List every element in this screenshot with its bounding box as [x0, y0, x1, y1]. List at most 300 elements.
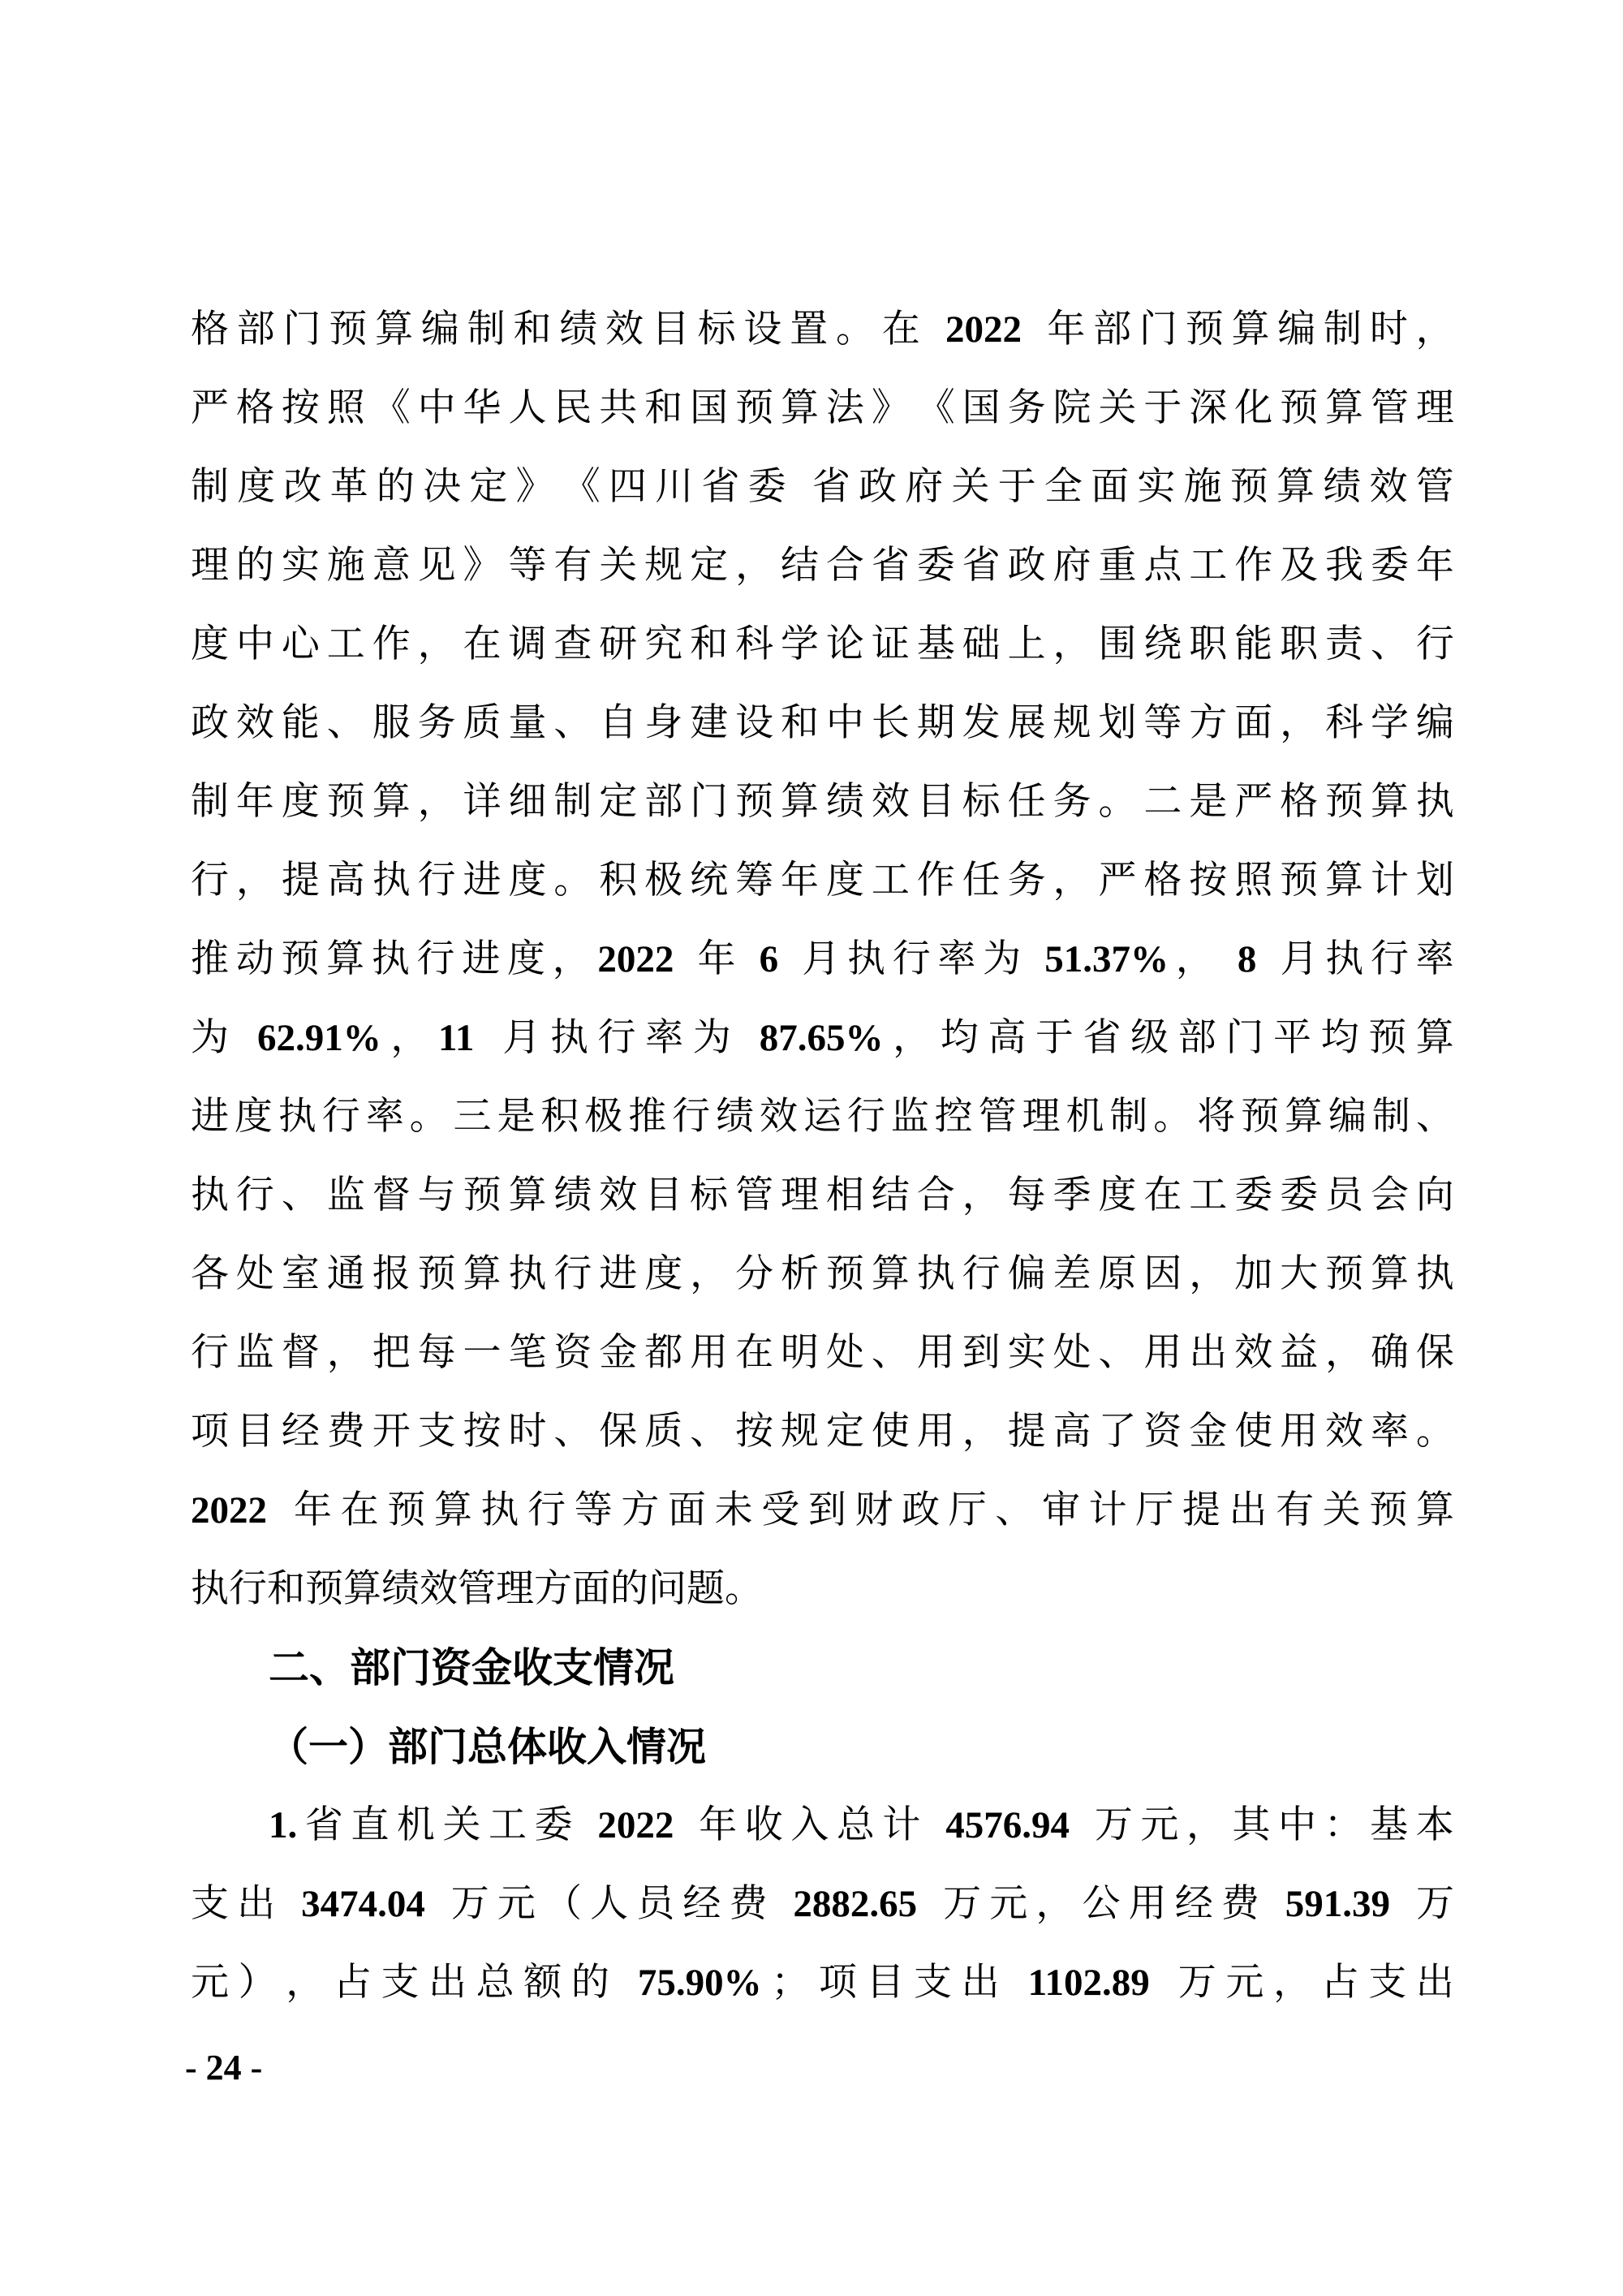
text-segment: [276, 1471, 286, 1550]
text-segment: [283, 1865, 293, 1944]
text-segment: 支: [1368, 1962, 1407, 2004]
text-segment: 门: [1139, 308, 1177, 351]
text-segment: 省: [812, 466, 850, 508]
text-segment: 算: [326, 938, 365, 980]
text-segment: 占: [1320, 1962, 1359, 2004]
text-segment: ，: [390, 1017, 429, 1059]
text-segment: 科: [735, 623, 774, 666]
text-segment: 执行和预算绩效管理方面的问题。: [191, 1568, 763, 1610]
text-segment: 关: [442, 1804, 481, 1846]
text-segment: 计: [1088, 1489, 1127, 1531]
text-segment: 预: [1280, 859, 1319, 902]
text-segment: 行: [235, 1174, 274, 1217]
text-segment: 》: [515, 466, 554, 508]
text-segment: 行: [417, 859, 456, 902]
text-segment: 职: [1189, 623, 1228, 666]
text-segment: 控: [934, 1096, 973, 1138]
bold-text-segment: 1102.89: [1027, 1962, 1150, 2004]
text-segment: 保: [1415, 1332, 1454, 1374]
text-segment: ：: [1324, 1804, 1363, 1846]
text-segment: 质: [644, 1411, 683, 1453]
text-segment: 用: [916, 1332, 955, 1374]
text-segment: 费: [326, 1411, 365, 1453]
text-segment: 制: [1109, 1096, 1148, 1138]
text-line: [191, 291, 1454, 369]
text-segment: 监: [890, 1096, 929, 1138]
text-segment: 发: [962, 702, 1001, 744]
text-segment: 元: [1225, 1962, 1264, 2004]
text-segment: 设: [735, 702, 774, 744]
text-segment: 四: [608, 466, 647, 508]
text-segment: 年: [697, 938, 736, 980]
text-segment: 规: [780, 1411, 819, 1453]
text-segment: 合: [916, 1174, 955, 1217]
text-segment: 提: [1007, 1411, 1046, 1453]
text-segment: [1264, 920, 1273, 999]
text-segment: 展: [1007, 702, 1046, 744]
text-segment: 、: [1370, 623, 1409, 666]
text-segment: 执: [1415, 781, 1454, 823]
bold-text-segment: 2882.65: [793, 1883, 918, 1925]
text-segment: ，: [1053, 859, 1091, 902]
text-segment: 预: [281, 938, 320, 980]
text-segment: 直: [351, 1804, 390, 1846]
text-segment: 》: [463, 545, 502, 587]
text-segment: [925, 1865, 935, 1944]
text-segment: 元: [497, 1883, 536, 1925]
text-segment: 及: [1280, 545, 1319, 587]
text-segment: 监: [235, 1332, 274, 1374]
text-segment: 面: [1234, 702, 1273, 744]
text-segment: 能: [1234, 623, 1273, 666]
text-segment: 财: [855, 1489, 893, 1531]
text-segment: 年: [294, 1489, 332, 1531]
text-segment: 行: [597, 1017, 636, 1059]
text-segment: 绕: [1143, 623, 1182, 666]
text-segment: 管: [1415, 466, 1454, 508]
text-segment: 查: [553, 623, 592, 666]
text-segment: 高: [326, 859, 365, 902]
text-segment: 行: [846, 1096, 885, 1138]
text-segment: 元: [989, 1883, 1028, 1925]
text-segment: 意: [372, 545, 411, 587]
text-segment: 作: [916, 859, 955, 902]
text-segment: ，: [552, 938, 591, 980]
text-segment: 方: [621, 1489, 660, 1531]
text-segment: 算: [780, 387, 819, 429]
text-segment: 在: [340, 1489, 379, 1531]
text-segment: ，: [417, 781, 456, 823]
text-segment: 月: [802, 938, 841, 980]
text-segment: 效: [759, 1096, 798, 1138]
text-segment: 我: [1325, 545, 1364, 587]
text-segment: 级: [1130, 1017, 1169, 1059]
bold-text-segment: 11: [437, 1017, 475, 1059]
text-segment: 项: [818, 1962, 857, 2004]
text-segment: 督: [372, 1174, 411, 1217]
text-segment: 率: [1370, 1411, 1409, 1453]
text-segment: 编: [1277, 308, 1316, 351]
text-segment: 科: [1325, 702, 1364, 744]
text-segment: 积: [599, 859, 638, 902]
text-segment: 度: [825, 859, 864, 902]
text-segment: ，: [690, 1253, 729, 1295]
text-segment: 提: [281, 859, 320, 902]
text-segment: 按: [463, 1411, 502, 1453]
text-segment: 出: [428, 1962, 467, 2004]
text-segment: 决: [423, 466, 462, 508]
text-segment: 于: [1035, 1017, 1074, 1059]
text-segment: 严: [191, 387, 229, 429]
text-segment: [239, 999, 248, 1078]
text-segment: 院: [1053, 387, 1091, 429]
text-segment: 部: [1177, 1017, 1216, 1059]
text-segment: 算: [1370, 781, 1409, 823]
text-segment: [1159, 1944, 1169, 2022]
text-segment: 预: [1325, 781, 1364, 823]
text-segment: ，: [1189, 1253, 1228, 1295]
text-segment: 制: [1371, 1096, 1410, 1138]
text-segment: [618, 1944, 628, 2022]
text-segment: 执: [847, 938, 885, 980]
text-segment: 室: [281, 1253, 320, 1295]
text-segment: 严: [1098, 859, 1137, 902]
text-segment: 年: [780, 859, 819, 902]
text-segment: [484, 999, 493, 1078]
text-segment: 算: [375, 308, 414, 351]
text-segment: 。: [1415, 1411, 1454, 1453]
text-segment: 制: [467, 308, 506, 351]
text-segment: 务: [1007, 859, 1046, 902]
text-segment: 长: [871, 702, 910, 744]
text-segment: 编: [1415, 702, 1454, 744]
text-segment: 出: [1189, 1332, 1228, 1374]
text-segment: 相: [825, 1174, 864, 1217]
text-segment: 度: [191, 623, 229, 666]
text-segment: 进: [191, 1096, 229, 1138]
text-segment: 额: [523, 1962, 562, 2004]
text-segment: 为: [191, 1017, 229, 1059]
text-segment: 入: [790, 1804, 829, 1846]
text-segment: 分: [735, 1253, 774, 1295]
text-line: [191, 1157, 1454, 1235]
text-segment: 季: [1053, 1174, 1091, 1217]
text-segment: 进: [599, 1253, 638, 1295]
text-segment: 率: [1415, 938, 1454, 980]
text-segment: 费: [729, 1883, 768, 1925]
text-segment: 、: [553, 1411, 592, 1453]
text-segment: 监: [326, 1174, 365, 1217]
text-segment: 工: [871, 859, 910, 902]
text-segment: 积: [540, 1096, 579, 1138]
text-segment: 万: [1177, 1962, 1216, 2004]
text-segment: 金: [1189, 1411, 1228, 1453]
text-segment: 省: [871, 545, 910, 587]
text-segment: [1268, 1865, 1277, 1944]
text-segment: （: [544, 1883, 583, 1925]
text-segment: 月: [1280, 938, 1319, 980]
text-segment: 绩: [716, 1096, 755, 1138]
text-segment: ，: [1175, 938, 1214, 980]
text-segment: 绩: [825, 781, 864, 823]
text-segment: 管: [978, 1096, 1017, 1138]
text-segment: 督: [281, 1332, 320, 1374]
text-segment: ，: [235, 859, 274, 902]
text-segment: 算: [1325, 859, 1364, 902]
text-segment: 大: [1280, 1253, 1319, 1295]
bold-text-segment: 4576.94: [945, 1804, 1070, 1846]
text-segment: 划: [1098, 702, 1137, 744]
text-segment: 等: [1143, 702, 1182, 744]
text-segment: 二: [1143, 781, 1182, 823]
text-segment: 制: [191, 781, 229, 823]
text-segment: 年: [699, 1804, 738, 1846]
text-segment: 偏: [1007, 1253, 1046, 1295]
text-segment: [433, 1865, 443, 1944]
text-segment: 向: [1415, 1174, 1454, 1217]
text-segment: [1028, 920, 1038, 999]
text-segment: 基: [916, 623, 955, 666]
text-segment: 用: [1143, 1332, 1182, 1374]
text-segment: 受: [761, 1489, 800, 1531]
text-segment: 和: [513, 308, 552, 351]
text-segment: 算: [1276, 466, 1315, 508]
text-segment: 原: [1098, 1253, 1137, 1295]
text-segment: 预: [326, 781, 365, 823]
text-segment: 照: [326, 387, 365, 429]
text-segment: 制: [553, 781, 592, 823]
text-segment: 等: [508, 545, 547, 587]
text-segment: 工: [1189, 1174, 1228, 1217]
text-segment: 按: [1189, 859, 1228, 902]
text-segment: 预: [1325, 1253, 1364, 1295]
text-segment: 每: [1007, 1174, 1046, 1217]
text-segment: 关: [1322, 1489, 1361, 1531]
text-segment: 服: [372, 702, 411, 744]
bold-text-segment: 8: [1237, 938, 1257, 980]
text-segment: 度: [508, 859, 547, 902]
text-segment: 合: [825, 545, 864, 587]
text-segment: ；: [771, 1962, 810, 2004]
text-segment: 时: [508, 1411, 547, 1453]
text-segment: 工: [488, 1804, 527, 1846]
text-segment: 出: [1415, 1962, 1454, 2004]
text-segment: 算: [1285, 1096, 1324, 1138]
text-segment: 算: [1231, 308, 1270, 351]
text-segment: [928, 1786, 938, 1865]
text-segment: ，: [1415, 308, 1454, 351]
text-segment: 析: [780, 1253, 819, 1295]
text-segment: 其: [1232, 1804, 1271, 1846]
text-segment: 年: [235, 781, 274, 823]
text-segment: 使: [1234, 1411, 1273, 1453]
text-segment: 设: [743, 308, 782, 351]
text-segment: 使: [871, 1411, 910, 1453]
text-segment: 任: [1007, 781, 1046, 823]
bold-text-segment: 75.90%: [637, 1962, 762, 2004]
text-segment: 会: [1370, 1174, 1409, 1217]
text-segment: 执: [1325, 938, 1364, 980]
text-segment: 出: [237, 1883, 276, 1925]
text-segment: 和: [690, 623, 729, 666]
text-segment: 预: [1241, 1096, 1280, 1138]
text-segment: 的: [376, 466, 415, 508]
text-segment: 处: [825, 1332, 864, 1374]
text-segment: 。: [835, 308, 874, 351]
text-segment: 预: [1185, 308, 1224, 351]
text-segment: 行: [962, 1253, 1001, 1295]
text-segment: 预: [329, 308, 368, 351]
text-segment: 绩: [553, 1174, 592, 1217]
text-segment: [928, 291, 938, 369]
text-segment: 行: [321, 1096, 360, 1138]
text-segment: 标: [697, 308, 736, 351]
text-segment: 关: [951, 466, 990, 508]
text-segment: 、: [995, 1489, 1034, 1531]
text-segment: 心: [281, 623, 320, 666]
text-segment: 为: [692, 1017, 731, 1059]
text-segment: 到: [962, 1332, 1001, 1374]
text-segment: 民: [553, 387, 592, 429]
text-segment: 笔: [508, 1332, 547, 1374]
text-segment: 各: [191, 1253, 229, 1295]
text-segment: 的: [570, 1962, 609, 2004]
text-segment: [794, 448, 804, 527]
text-segment: 结: [780, 545, 819, 587]
text-line: [191, 999, 1454, 1078]
text-segment: 作: [1234, 545, 1273, 587]
text-segment: 实: [281, 545, 320, 587]
text-segment: 责: [1325, 623, 1364, 666]
text-segment: 厅: [1135, 1489, 1174, 1531]
text-segment: 进: [463, 859, 502, 902]
text-segment: 行: [416, 938, 455, 980]
text-segment: 华: [463, 387, 502, 429]
text-segment: 因: [1143, 1253, 1182, 1295]
text-segment: 中: [417, 387, 456, 429]
text-segment: 运: [803, 1096, 842, 1138]
text-segment: 委: [747, 466, 786, 508]
text-segment: 理: [780, 1174, 819, 1217]
text-line: [191, 1393, 1454, 1471]
text-segment: 预: [387, 1489, 426, 1531]
text-segment: ，: [1186, 1804, 1225, 1846]
text-line: [191, 605, 1454, 684]
text-segment: 推: [628, 1096, 667, 1138]
text-segment: 万: [943, 1883, 982, 1925]
text-segment: 通: [326, 1253, 365, 1295]
text-segment: 制: [191, 466, 229, 508]
text-line: [191, 369, 1454, 448]
text-segment: 中: [235, 623, 274, 666]
text-line: [191, 763, 1454, 842]
text-line: [191, 448, 1454, 527]
text-segment: 均: [1320, 1017, 1359, 1059]
text-segment: 点: [1143, 545, 1182, 587]
text-segment: 。: [1153, 1096, 1192, 1138]
text-segment: 、: [1098, 1332, 1137, 1374]
text-segment: 严: [1234, 781, 1273, 823]
text-segment: 把: [372, 1332, 411, 1374]
text-segment: 执: [278, 1096, 316, 1138]
text-segment: [1009, 1944, 1018, 2022]
text-segment: 省: [701, 466, 740, 508]
text-segment: 《: [562, 466, 601, 508]
text-segment: 时: [1369, 308, 1408, 351]
text-segment: 平: [1272, 1017, 1311, 1059]
text-line: [191, 1235, 1454, 1314]
text-segment: 率: [365, 1096, 404, 1138]
text-segment: 。: [409, 1096, 448, 1138]
text-segment: 量: [508, 702, 547, 744]
text-segment: 格: [1143, 859, 1182, 902]
text-segment: 将: [1197, 1096, 1236, 1138]
text-segment: 算: [1416, 1489, 1454, 1531]
text-segment: 审: [1042, 1489, 1080, 1531]
text-segment: 预: [1229, 466, 1268, 508]
text-segment: 省: [304, 1804, 343, 1846]
text-segment: 处: [1053, 1332, 1091, 1374]
text-segment: 理: [191, 545, 229, 587]
text-segment: 革: [329, 466, 368, 508]
text-segment: 、: [281, 1174, 320, 1217]
text-segment: 部: [644, 781, 683, 823]
text-segment: 工: [1189, 545, 1228, 587]
text-segment: 自: [599, 702, 638, 744]
text-segment: 预: [1280, 387, 1319, 429]
text-segment: 础: [962, 623, 1001, 666]
text-segment: 预: [735, 781, 774, 823]
text-segment: [682, 1786, 691, 1865]
text-segment: 到: [807, 1489, 846, 1531]
text-segment: 算: [1325, 387, 1364, 429]
text-segment: 政: [902, 1489, 941, 1531]
bold-text-segment: 62.91%: [256, 1017, 381, 1059]
text-segment: 川: [655, 466, 694, 508]
text-segment: 目: [235, 1411, 274, 1453]
text-segment: 执: [371, 938, 410, 980]
text-segment: 支: [914, 1962, 953, 2004]
text-segment: ，: [417, 623, 456, 666]
text-segment: 行: [1370, 938, 1409, 980]
text-segment: 照: [1234, 859, 1273, 902]
text-segment: 行: [553, 1253, 592, 1295]
text-segment: 资: [1143, 1411, 1182, 1453]
text-segment: [1220, 920, 1230, 999]
text-segment: 管: [735, 1174, 774, 1217]
text-segment: 预: [1369, 1489, 1408, 1531]
text-segment: 每: [417, 1332, 456, 1374]
text-segment: ，: [286, 1962, 325, 2004]
text-segment: 委: [534, 1804, 573, 1846]
text-segment: 度: [506, 938, 545, 980]
text-segment: 度: [1098, 1174, 1137, 1217]
bold-text-segment: 二、部门资金收支情况: [269, 1645, 674, 1691]
text-segment: 定: [690, 545, 729, 587]
text-segment: 行: [191, 1332, 229, 1374]
text-line: [191, 1550, 1454, 1629]
text-segment: 明: [780, 1332, 819, 1374]
text-segment: 、: [690, 1411, 729, 1453]
text-segment: 按: [735, 1411, 774, 1453]
text-segment: 效: [1234, 1332, 1273, 1374]
text-segment: 理: [1415, 387, 1454, 429]
text-segment: 定: [599, 781, 638, 823]
text-segment: 深: [1189, 387, 1228, 429]
text-segment: 委: [1280, 1174, 1319, 1217]
text-segment: 理: [1022, 1096, 1061, 1138]
text-segment: 加: [1234, 1253, 1273, 1295]
